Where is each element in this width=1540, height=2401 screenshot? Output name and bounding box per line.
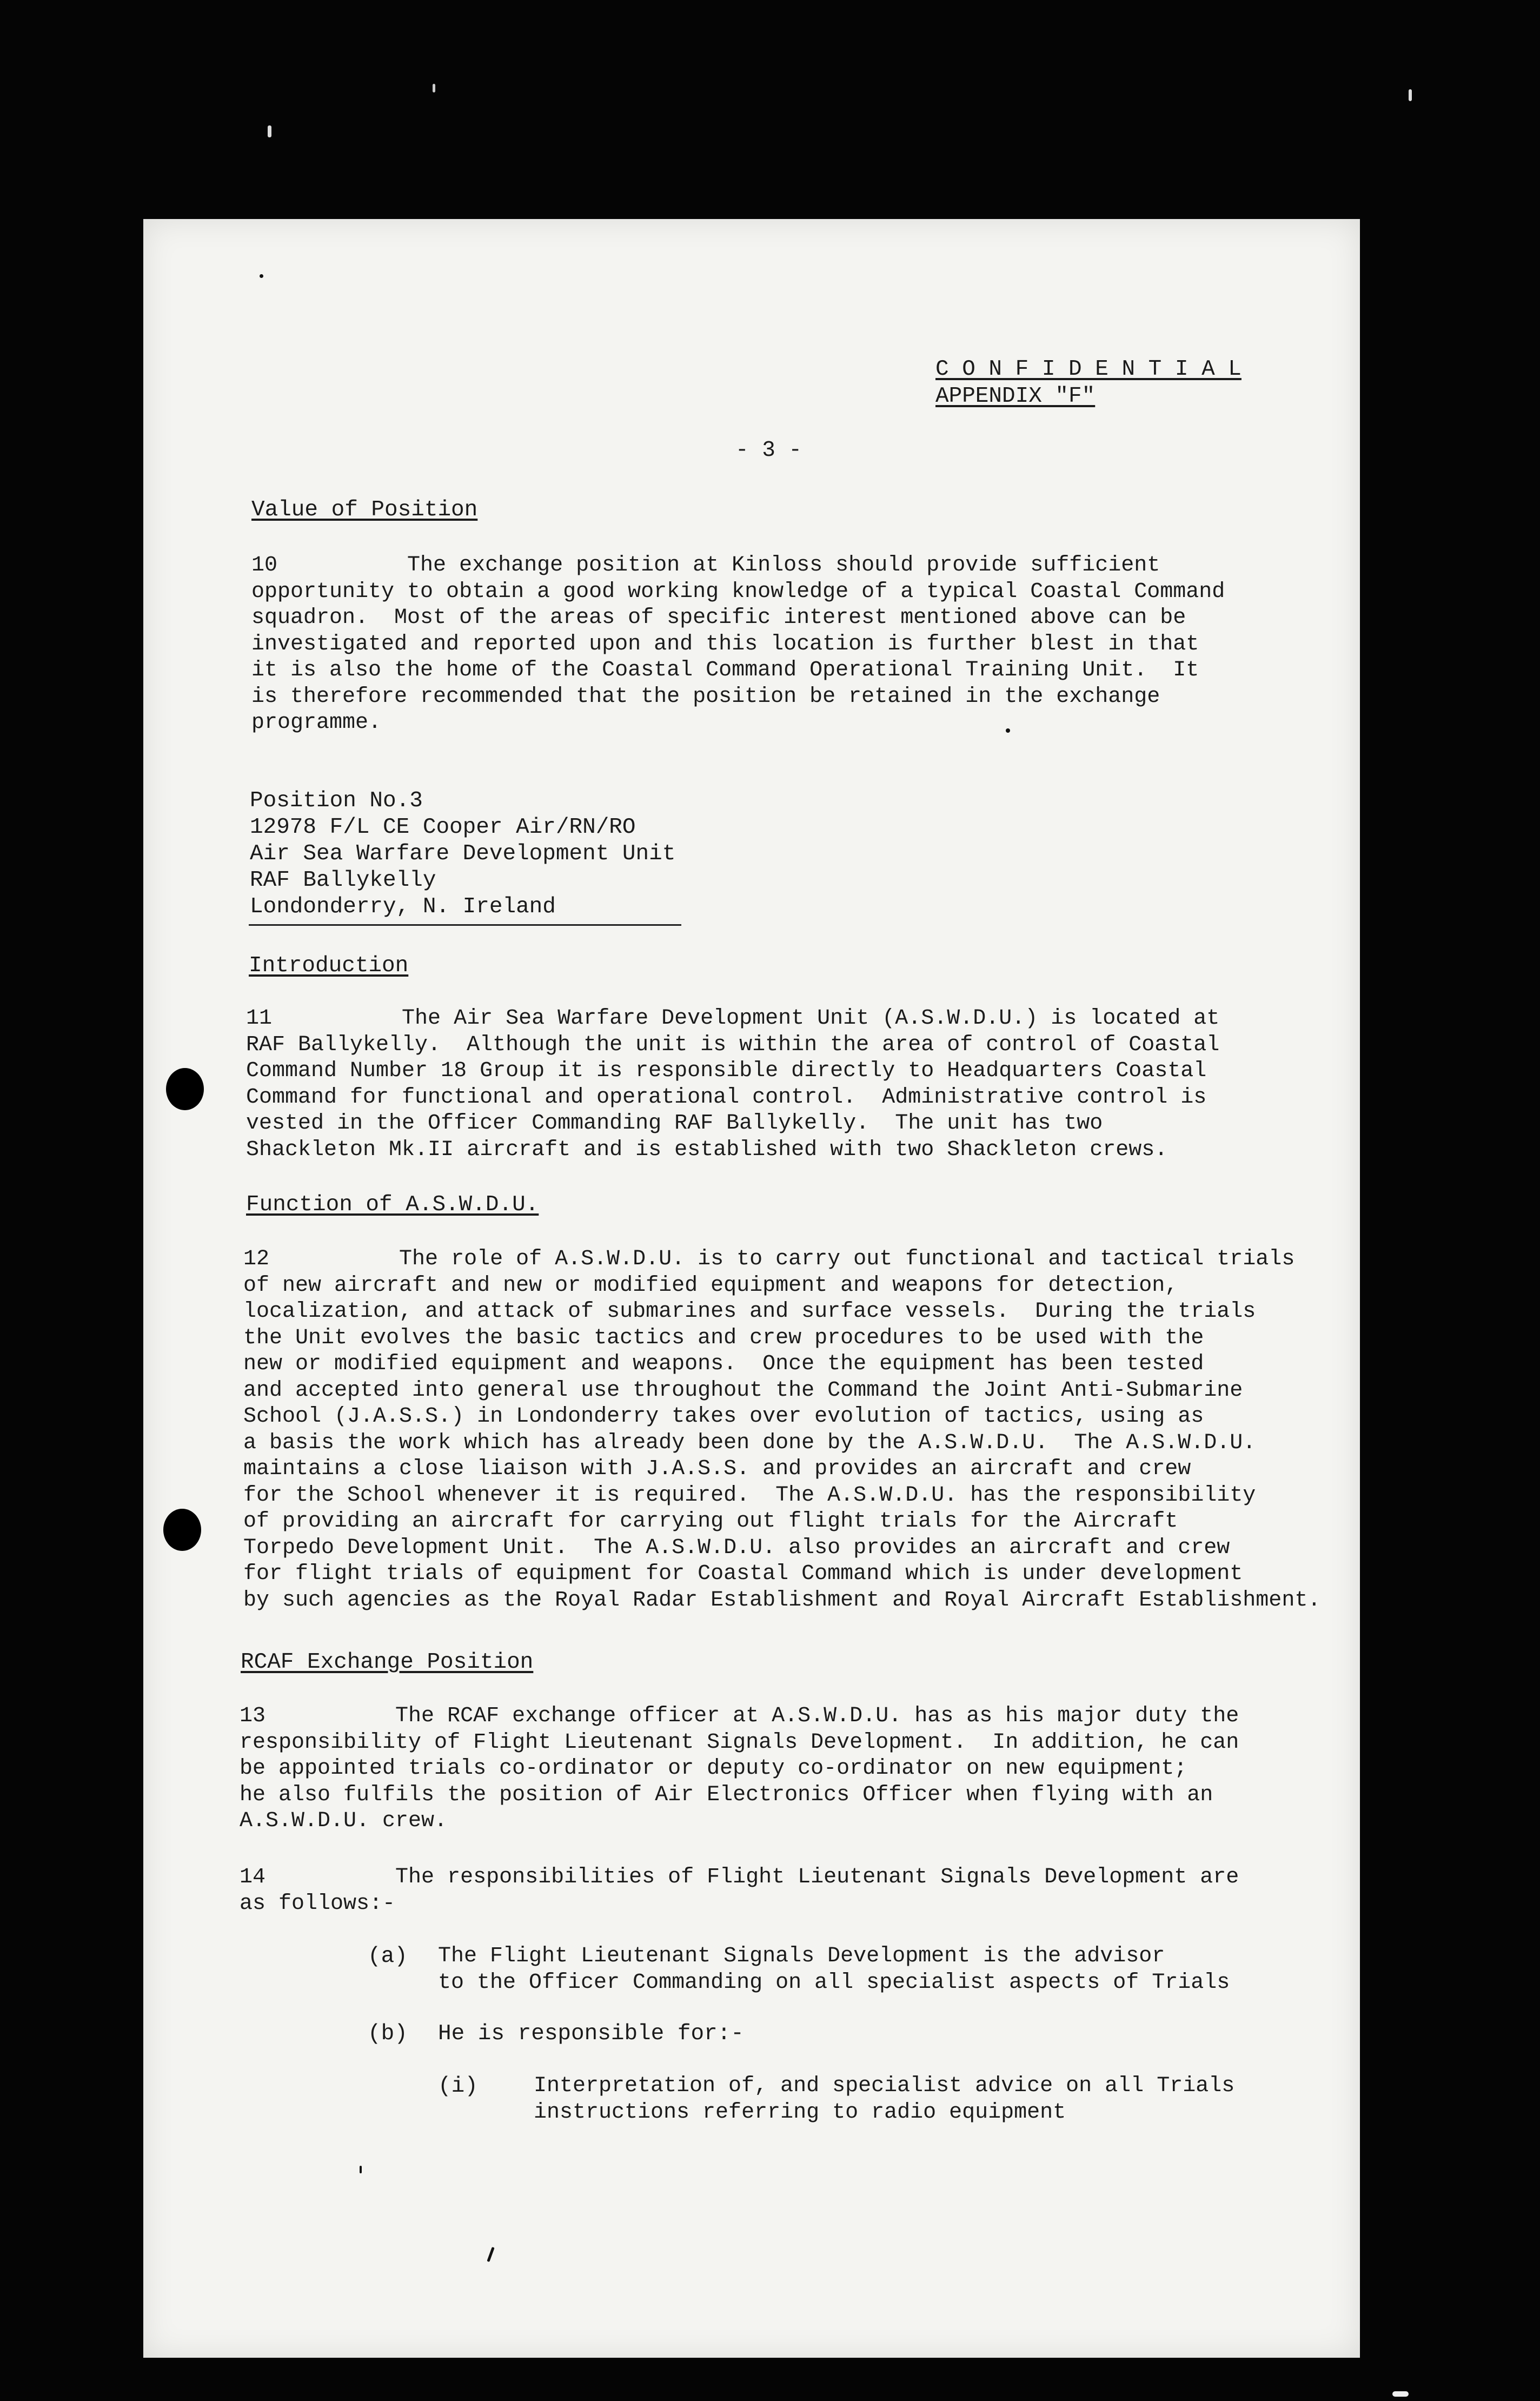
document-body [143,219,1360,2358]
speck [487,2247,494,2262]
item-b-text: He is responsible for:- [438,2021,744,2046]
position-station: RAF Ballykelly [250,868,436,893]
speck [1006,728,1010,733]
position-underline [249,924,681,926]
speck [360,2166,362,2173]
film-mark [1392,2391,1409,2397]
position-number: Position No.3 [250,788,423,813]
item-i-text: Interpretation of, and specialist advice on all Trials instructions referring to radio equipment [534,2074,1235,2125]
item-b-label: (b) [368,2021,408,2046]
position-unit: Air Sea Warfare Development Unit [250,841,676,866]
position-location: Londonderry, N. Ireland [250,894,556,919]
item-i-label: (i) [438,2074,478,2099]
item-a-label: (a) [368,1944,408,1969]
page-number: - 3 - [735,438,802,463]
section-heading-function: Function of A.S.W.D.U. [246,1192,539,1217]
document-page [143,219,1360,2358]
punch-hole-upper [166,1068,204,1110]
film-mark [1409,89,1412,101]
film-mark [433,84,435,92]
paragraph-12: 12 The role of A.S.W.D.U. is to carry out functional and tactical trials of new aircraft and new or modified equipment and weapons for detection, localization, and attack of submarines and surface vessels. During the trials the Unit evolves the basic tactics and crew procedures to be used with the new or modified equipment and weapons. Once the equipment has been tested and accepted into general use throughout the Command the Joint Anti-Submarine School (J.A.S.S.) in Londonderry takes over evolution of tactics, using as a basis the work which has already been done by the A.S.W.D.U. The A.S.W.D.U. maintains a close liaison with J.A.S.S. and provides an aircraft and crew for the School whenever it is required. The A.S.W.D.U. has the responsibility of providing an aircraft for carrying out flight trials for the Aircraft Torpedo Development Unit. The A.S.W.D.U. also provides an aircraft and crew for flight trials of equipment for Coastal Command which is under development by such agencies as the Royal Radar Establishment and Royal Aircraft Establishment. [243,1247,1321,1613]
film-mark [268,125,271,137]
paragraph-10: 10 The exchange position at Kinloss should provide sufficient opportunity to obtain a good working knowledge of a typical Coastal Command squadron. Most of the areas of specific interest mentioned above can be investigated and reported upon and this location is further blest in that it is also the home of the Coastal Command Operational Training Unit. It is therefore recommended that the position be retained in the exchange programme. [251,553,1225,735]
paragraph-13: 13 The RCAF exchange officer at A.S.W.D.U. has as his major duty the responsibility of Flight Lieutenant Signals Development. In addition, he can be appointed trials co-ordinator or deputy co-ordinator on new equipment; he also fulfils the position of Air Electronics Officer when flying with an A.S.W.D.U. crew. [240,1704,1239,1833]
punch-hole-lower [163,1509,201,1551]
paragraph-14: 14 The responsibilities of Flight Lieutenant Signals Development are as follows:- [240,1865,1239,1916]
section-heading-value-of-position: Value of Position [251,498,478,522]
classification-marking: C O N F I D E N T I A L [935,357,1242,382]
appendix-label: APPENDIX "F" [935,384,1096,409]
position-officer: 12978 F/L CE Cooper Air/RN/RO [250,815,636,840]
section-heading-introduction: Introduction [249,953,409,978]
paragraph-11: 11 The Air Sea Warfare Development Unit (A.S.W.D.U.) is located at RAF Ballykelly. Although the unit is within the area of control of Coastal Command Number 18 Group it is responsible directly to Headquarters Coastal Command for functional and operational control. Administrative control is vested in the Officer Commanding RAF Ballykelly. The unit has two Shackleton Mk.II aircraft and is established with two Shackleton crews. [246,1006,1220,1162]
item-a-text: The Flight Lieutenant Signals Development is the advisor to the Officer Commanding on all specialist aspects of Trials [438,1944,1230,1995]
section-heading-rcaf-exchange: RCAF Exchange Position [241,1650,534,1675]
speck [260,274,263,278]
